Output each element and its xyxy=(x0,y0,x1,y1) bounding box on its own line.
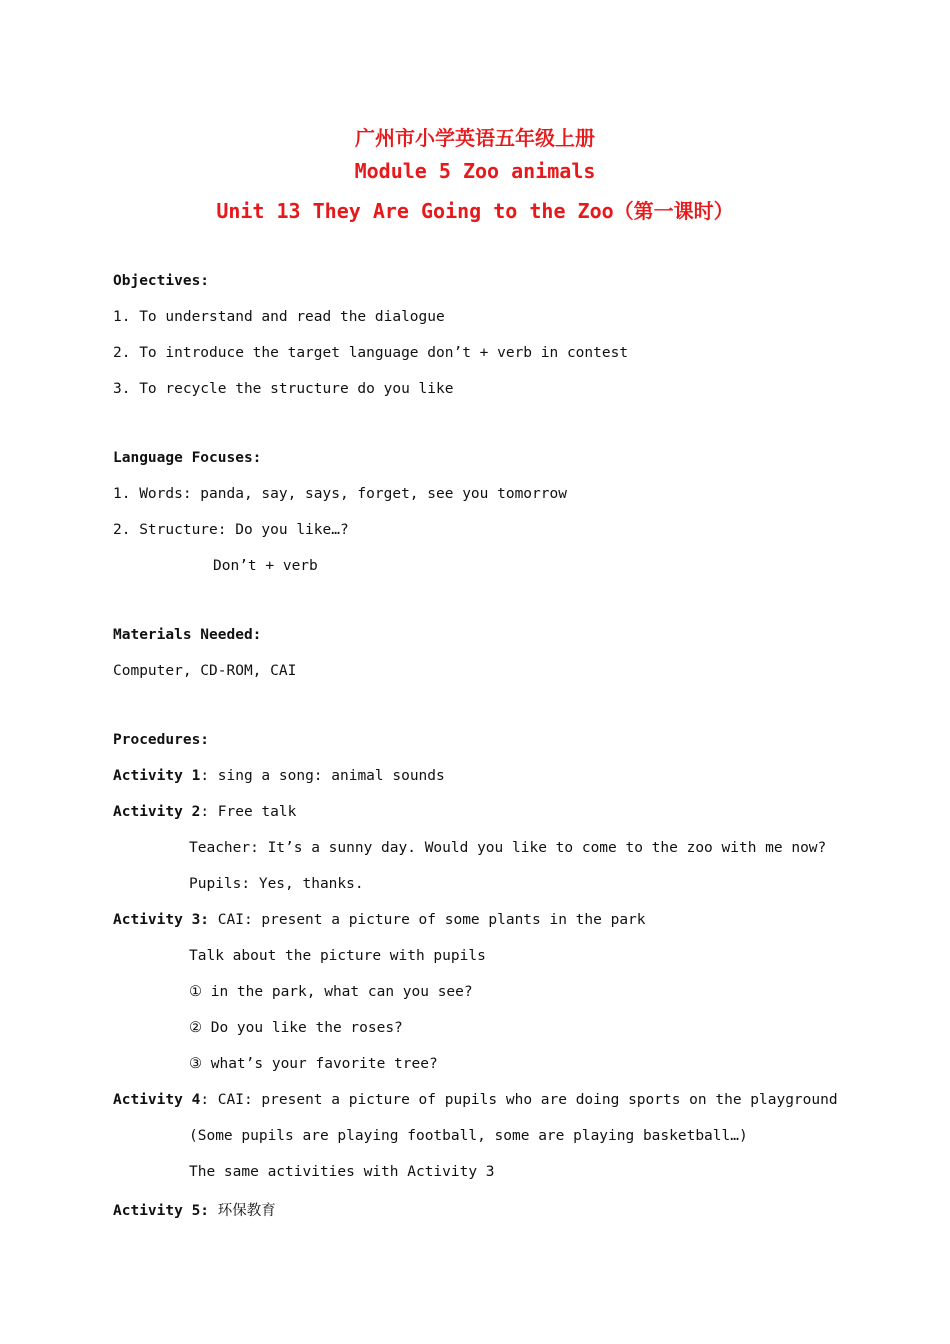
activity-2-teacher-line: Teacher: It’s a sunny day. Would you like to come to the zoo with me now? xyxy=(189,840,827,856)
materials-list: Computer, CD-ROM, CAI xyxy=(113,663,297,679)
activity-5 xyxy=(113,1199,276,1220)
activity-5-text: 环保教育 xyxy=(209,1203,276,1219)
language-focuses-heading: Language Focuses: xyxy=(113,450,262,466)
objective-item-1: 1. To understand and read the dialogue xyxy=(113,309,445,325)
language-focus-structure-2: Don’t + verb xyxy=(213,558,318,574)
activity-4-text: : CAI: present a picture of pupils who are doing sports on the playground xyxy=(200,1092,838,1108)
activity-4-line-1: (Some pupils are playing football, some are playing basketball…) xyxy=(189,1128,748,1144)
activity-4-line-2: The same activities with Activity 3 xyxy=(189,1164,495,1180)
activity-4-label: Activity 4 xyxy=(113,1092,201,1108)
activity-3-question-3: ③ what’s your favorite tree? xyxy=(189,1056,438,1072)
objective-item-2: 2. To introduce the target language don’t + verb in contest xyxy=(113,345,629,361)
document-title-module: Module 5 Zoo animals xyxy=(354,159,596,183)
objective-item-3: 3. To recycle the structure do you like xyxy=(113,381,454,397)
activity-4 xyxy=(113,1092,838,1108)
activity-3 xyxy=(113,912,646,928)
activity-3-question-1: ① in the park, what can you see? xyxy=(189,984,473,1000)
objectives-heading: Objectives: xyxy=(113,273,210,289)
activity-3-question-2: ② Do you like the roses? xyxy=(189,1020,403,1036)
activity-2-label: Activity 2 xyxy=(113,804,201,820)
activity-5-label: Activity 5: xyxy=(113,1203,210,1219)
activity-2-text: : Free talk xyxy=(200,804,297,820)
activity-1-text: : sing a song: animal sounds xyxy=(200,768,445,784)
activity-1-label: Activity 1 xyxy=(113,768,201,784)
materials-heading: Materials Needed: xyxy=(113,627,262,643)
activity-3-line-1: Talk about the picture with pupils xyxy=(189,948,486,964)
language-focus-structure: 2. Structure: Do you like…? xyxy=(113,522,349,538)
activity-3-text: CAI: present a picture of some plants in the park xyxy=(209,912,646,928)
activity-3-label: Activity 3: xyxy=(113,912,210,928)
language-focus-words: 1. Words: panda, say, says, forget, see you tomorrow xyxy=(113,486,567,502)
document-title-unit: Unit 13 They Are Going to the Zoo（第一课时） xyxy=(216,199,734,223)
activity-2 xyxy=(113,804,296,820)
procedures-heading: Procedures: xyxy=(113,732,210,748)
activity-2-pupils-line: Pupils: Yes, thanks. xyxy=(189,876,364,892)
document-title-series: 广州市小学英语五年级上册 xyxy=(355,126,595,150)
activity-1 xyxy=(113,768,445,784)
